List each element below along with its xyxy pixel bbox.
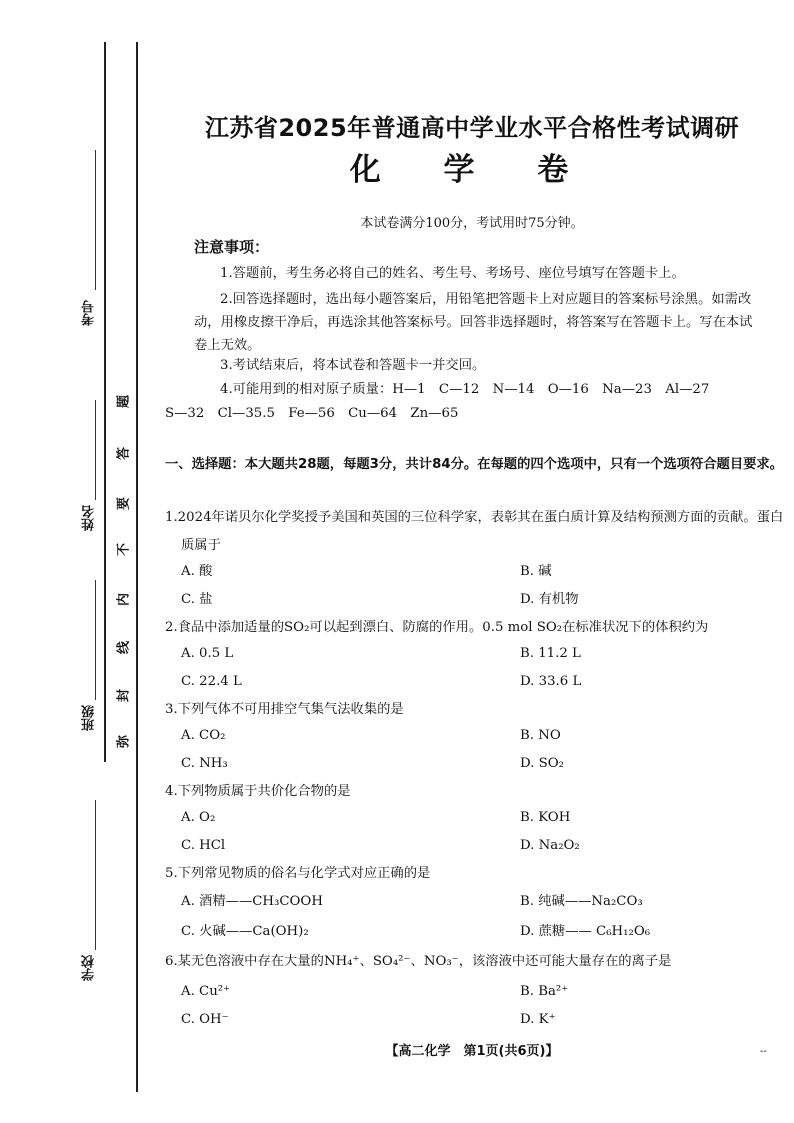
binding-line-inner <box>136 42 138 1092</box>
question-option: A. O₂ <box>181 810 216 825</box>
question-stem: 6.某无色溶液中存在大量的NH₄⁺、SO₄²⁻、NO₃⁻，该溶液中还可能大量存在的离子是 <box>165 954 672 969</box>
seal-char: 弥 <box>116 735 132 749</box>
question-option: D. 33.6 L <box>520 674 582 689</box>
seal-char: 不 <box>116 543 132 557</box>
name-label: 姓名 <box>82 505 97 531</box>
question-stem: 5.下列常见物质的俗名与化学式对应正确的是 <box>165 866 431 881</box>
question-stem: 4.下列物质属于共价化合物的是 <box>165 784 351 799</box>
seal-char: 线 <box>116 641 132 655</box>
question-option: C. NH₃ <box>181 756 228 771</box>
binding-line-outer <box>104 42 106 762</box>
question-option: D. 蔗糖—— C₆H₁₂O₆ <box>520 924 651 939</box>
question-option: A. 0.5 L <box>181 646 234 661</box>
question-option: B. 纯碱——Na₂CO₃ <box>520 894 643 909</box>
question-option: A. 酒精——CH₃COOH <box>181 894 323 909</box>
seal-char: 要 <box>116 497 132 511</box>
name-blank <box>95 400 96 500</box>
question-option: B. Ba²⁺ <box>520 984 569 999</box>
notice-item: 1.答题前，考生务必将自己的姓名、考生号、考场号、座位号填写在答题卡上。 <box>220 266 685 281</box>
question-option: D. Na₂O₂ <box>520 838 580 853</box>
question-option: B. NO <box>520 728 561 743</box>
question-option: B. 11.2 L <box>520 646 581 661</box>
question-option: D. SO₂ <box>520 756 564 771</box>
notice-item: S—32 Cl—35.5 Fe—56 Cu—64 Zn—65 <box>165 406 459 421</box>
question-stem: 1.2024年诺贝尔化学奖授予美国和英国的三位科学家，表彰其在蛋白质计算及结构预测方面的贡献。蛋白质属于 <box>165 510 784 553</box>
notice-item: 3.考试结束后，将本试卷和答题卡一并交回。 <box>220 358 486 373</box>
question-option: C. OH⁻ <box>181 1012 229 1027</box>
school-blank <box>95 800 96 950</box>
exam-meta: 本试卷满分100分，考试用时75分钟。 <box>360 216 584 231</box>
seal-char: 内 <box>116 593 132 607</box>
exam-no-label: 考号 <box>82 300 97 326</box>
question-option: C. 盐 <box>181 592 213 607</box>
class-label: 班级 <box>82 705 97 731</box>
question-option: A. 酸 <box>181 564 213 579</box>
question-option: B. KOH <box>520 810 571 825</box>
school-label: 学校 <box>82 955 97 981</box>
exam-no-blank <box>95 150 96 290</box>
exam-subtitle: 化 学 卷 <box>349 152 595 188</box>
question-option: D. 有机物 <box>520 592 579 607</box>
footer-mark: -- <box>760 1046 767 1057</box>
seal-char: 封 <box>116 689 132 703</box>
exam-title: 江苏省2025年普通高中学业水平合格性考试调研 <box>204 114 740 142</box>
seal-char: 题 <box>116 395 132 409</box>
class-blank <box>95 580 96 700</box>
question-option: A. Cu²⁺ <box>181 984 231 999</box>
question-option: D. K⁺ <box>520 1012 556 1027</box>
notice-item: 2.回答选择题时，选出每小题答案后，用铅笔把答题卡上对应题目的答案标号涂黑。如需改动，用橡皮擦干净后，再选涂其他答案标号。回答非选择题时，将答案写在答题卡上。写在本试卷上无效。 <box>194 292 753 353</box>
question-option: A. CO₂ <box>181 728 226 743</box>
question-stem: 2.食品中添加适量的SO₂可以起到漂白、防腐的作用。0.5 mol SO₂在标准状况下的体积约为 <box>165 620 709 635</box>
question-option: C. 火碱——Ca(OH)₂ <box>181 924 309 939</box>
section-heading: 一、选择题：本大题共28题，每题3分，共计84分。在每题的四个选项中，只有一个选项符合题目要求。 <box>165 457 784 472</box>
question-option: C. 22.4 L <box>181 674 242 689</box>
question-option: B. 碱 <box>520 564 552 579</box>
page-footer: 【高二化学 第1页(共6页)】 <box>385 1044 559 1059</box>
seal-char: 答 <box>116 447 132 461</box>
notice-heading: 注意事项： <box>194 238 270 256</box>
question-stem: 3.下列气体不可用排空气集气法收集的是 <box>165 702 404 717</box>
notice-item: 4.可能用到的相对原子质量：H—1 C—12 N—14 O—16 Na—23 Al—27 <box>220 382 710 397</box>
question-option: C. HCl <box>181 838 226 853</box>
